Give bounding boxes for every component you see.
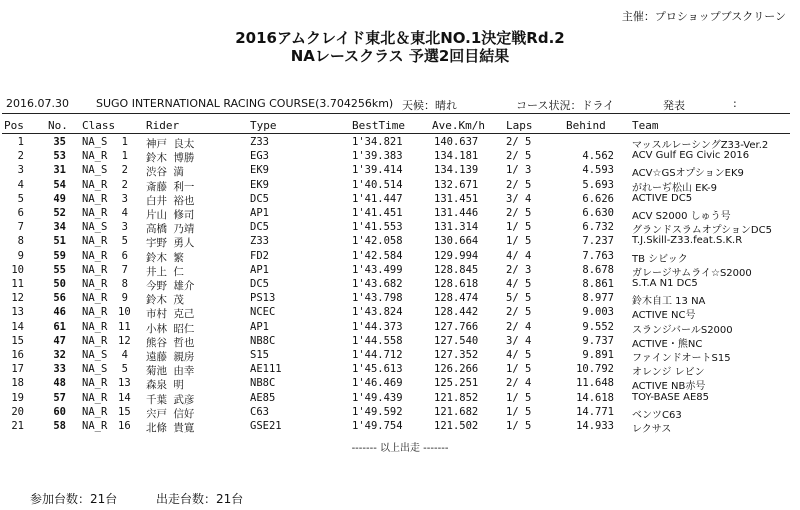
best-time-cell: 1'42.584 <box>352 249 403 262</box>
pos-cell: 19 <box>11 391 24 404</box>
table-row <box>0 306 800 322</box>
pos-cell: 4 <box>17 178 24 191</box>
team-cell: マッスルレーシングZ33-Ver.2 <box>632 140 769 151</box>
table-row <box>0 221 800 237</box>
rider-cell: 千葉 武彦 <box>146 393 195 406</box>
avg-speed-cell: 128.474 <box>434 292 479 305</box>
best-time-cell: 1'43.798 <box>352 292 403 305</box>
type-cell: NB8C <box>250 334 276 347</box>
pos-cell: 21 <box>11 420 24 432</box>
team-cell: ACTIVE NC号 <box>632 310 696 322</box>
best-time-cell: 1'49.439 <box>352 391 403 404</box>
type-cell: S15 <box>250 349 269 361</box>
laps-cell: 1/ 5 <box>506 235 532 248</box>
table-row <box>0 363 800 379</box>
avg-speed-cell: 130.664 <box>434 235 479 248</box>
team-cell: ACV☆GSオプションEK9 <box>632 168 744 180</box>
type-cell: DC5 <box>250 192 269 205</box>
class-cell: NA_S <box>82 363 108 376</box>
avg-speed-cell: 134.139 <box>434 164 479 177</box>
class-cell: NA_S <box>82 164 108 177</box>
class-cell: NA_R <box>82 334 108 347</box>
best-time-cell: 1'41.451 <box>352 207 403 219</box>
behind-cell: 7.763 <box>582 249 614 262</box>
car-number-cell: 47 <box>53 334 66 347</box>
type-cell: AE111 <box>250 363 282 376</box>
rider-cell: 今野 雄介 <box>146 280 195 292</box>
announce-colon: : <box>733 97 737 110</box>
laps-cell: 2/ 5 <box>506 306 532 319</box>
team-cell: ACTIVE NB赤号 <box>632 381 706 393</box>
table-row <box>0 321 800 334</box>
team-cell: ACV Gulf EG Civic 2016 <box>632 150 750 162</box>
class-position-cell: 1 <box>121 136 128 148</box>
best-time-cell: 1'34.821 <box>352 136 403 148</box>
pos-cell: 14 <box>11 320 24 333</box>
car-number-cell: 57 <box>53 391 66 404</box>
end-note: ------- 以上出走 ------- <box>351 443 449 454</box>
type-cell: PS13 <box>250 292 276 305</box>
col-header-laps: Laps <box>506 119 533 132</box>
behind-cell: 9.003 <box>582 306 614 319</box>
best-time-cell: 1'41.447 <box>352 192 403 205</box>
avg-speed-cell: 128.442 <box>434 306 479 319</box>
weather-label: 天候：晴れ <box>402 99 457 112</box>
behind-cell: 6.630 <box>582 207 614 219</box>
rider-cell: 白井 裕也 <box>146 194 195 207</box>
class-position-cell: 2 <box>121 164 128 177</box>
team-cell: ベンツC63 <box>632 409 682 421</box>
team-cell: S.T.A N1 DC5 <box>632 278 698 289</box>
class-position-cell: 11 <box>118 320 131 333</box>
team-cell: がれーぢ松山 EK-9 <box>632 182 717 194</box>
type-cell: C63 <box>250 405 269 418</box>
behind-cell: 10.792 <box>576 363 614 376</box>
avg-speed-cell: 131.451 <box>434 192 479 205</box>
pos-cell: 17 <box>11 363 24 376</box>
class-cell: NA_R <box>82 207 108 219</box>
class-position-cell: 4 <box>121 349 128 361</box>
page-subtitle: NAレースクラス 予選2回目結果 <box>290 47 510 65</box>
laps-cell: 3/ 4 <box>506 334 532 347</box>
rider-cell: 神戸 良太 <box>146 138 195 150</box>
best-time-cell: 1'40.514 <box>352 178 403 191</box>
rider-cell: 斎藤 利一 <box>146 180 195 193</box>
team-cell: TOY-BASE AE85 <box>632 391 710 403</box>
entries-count: 参加台数：21台 <box>30 492 118 506</box>
starters-count: 出走台数：21台 <box>156 492 244 506</box>
rider-cell: 小林 昭仁 <box>146 322 195 335</box>
laps-cell: 1/ 3 <box>506 164 532 177</box>
behind-cell: 14.933 <box>576 420 614 432</box>
type-cell: FD2 <box>250 249 269 262</box>
laps-cell: 2/ 5 <box>506 207 532 219</box>
class-position-cell: 2 <box>121 178 128 191</box>
rider-cell: 高橋 乃靖 <box>146 223 195 236</box>
best-time-cell: 1'42.058 <box>352 235 403 248</box>
car-number-cell: 51 <box>53 235 66 248</box>
avg-speed-cell: 127.766 <box>434 320 479 333</box>
col-header-behind: Behind <box>566 119 606 132</box>
pos-cell: 20 <box>11 405 24 418</box>
class-position-cell: 7 <box>121 263 128 276</box>
best-time-cell: 1'43.499 <box>352 263 403 276</box>
avg-speed-cell: 131.446 <box>434 207 479 219</box>
class-cell: NA_R <box>82 320 108 333</box>
class-position-cell: 16 <box>118 420 131 432</box>
laps-cell: 1/ 5 <box>506 221 532 234</box>
car-number-cell: 49 <box>53 192 66 205</box>
class-cell: NA_R <box>82 249 108 262</box>
table-row <box>0 349 800 362</box>
car-number-cell: 52 <box>53 207 66 219</box>
car-number-cell: 58 <box>53 420 66 432</box>
pos-cell: 2 <box>17 150 24 163</box>
col-header-kmh: Ave.Km/h <box>432 119 485 132</box>
rider-cell: 鈴木 茂 <box>146 294 184 307</box>
class-cell: NA_R <box>82 192 108 205</box>
rider-cell: 北條 貴寛 <box>146 422 195 434</box>
car-number-cell: 61 <box>53 320 66 333</box>
table-row <box>0 292 800 308</box>
pos-cell: 1 <box>17 136 24 148</box>
car-number-cell: 53 <box>53 150 66 163</box>
best-time-cell: 1'49.754 <box>352 420 403 432</box>
type-cell: AP1 <box>250 320 269 333</box>
avg-speed-cell: 127.540 <box>434 334 479 347</box>
col-header-class: Class <box>82 119 116 132</box>
class-cell: NA_R <box>82 263 108 276</box>
divider-top <box>2 113 790 114</box>
type-cell: NB8C <box>250 377 276 390</box>
best-time-cell: 1'44.373 <box>352 320 403 333</box>
rider-cell: 鈴木 繁 <box>146 251 184 264</box>
rider-cell: 渋谷 満 <box>146 166 184 179</box>
class-cell: NA_R <box>82 405 108 418</box>
table-row <box>0 136 800 149</box>
col-header-rider: Rider <box>146 119 180 132</box>
team-cell: ACTIVE・熊NC <box>632 338 703 350</box>
avg-speed-cell: 121.502 <box>434 420 479 432</box>
pos-cell: 3 <box>17 164 24 177</box>
date-label: 2016.07.30 <box>6 97 69 110</box>
team-cell: ACTIVE DC5 <box>632 192 693 204</box>
best-time-cell: 1'45.613 <box>352 363 403 376</box>
type-cell: Z33 <box>250 136 269 148</box>
class-position-cell: 8 <box>121 278 128 290</box>
table-row <box>0 335 800 348</box>
table-row <box>0 392 800 405</box>
table-row <box>0 164 800 180</box>
team-cell: 鈴木自工 13 NA <box>632 296 706 308</box>
pos-cell: 8 <box>17 235 24 248</box>
car-number-cell: 60 <box>53 405 66 418</box>
class-position-cell: 13 <box>118 377 131 390</box>
car-number-cell: 31 <box>53 164 66 177</box>
pos-cell: 12 <box>11 292 24 305</box>
avg-speed-cell: 128.618 <box>434 278 479 290</box>
course-label: SUGO INTERNATIONAL RACING COURSE(3.704256km) <box>96 97 394 110</box>
table-row <box>0 377 800 393</box>
table-row <box>0 193 800 206</box>
pos-cell: 11 <box>11 278 24 290</box>
class-position-cell: 1 <box>121 150 128 163</box>
class-position-cell: 10 <box>118 306 131 319</box>
team-cell: レクサス <box>632 424 672 435</box>
type-cell: AE85 <box>250 391 276 404</box>
team-cell: ファインドオートS15 <box>632 353 731 364</box>
rider-cell: 熊谷 哲也 <box>146 336 195 349</box>
class-position-cell: 12 <box>118 334 131 347</box>
class-cell: NA_R <box>82 292 108 305</box>
laps-cell: 2/ 5 <box>506 136 532 148</box>
class-cell: NA_S <box>82 349 108 361</box>
best-time-cell: 1'44.712 <box>352 349 403 361</box>
laps-cell: 1/ 5 <box>506 391 532 404</box>
table-row <box>0 250 800 263</box>
sponsor-label: 主催：プロショップブスクリーン <box>621 10 786 23</box>
type-cell: GSE21 <box>250 420 282 432</box>
type-cell: DC5 <box>250 278 269 290</box>
pos-cell: 7 <box>17 221 24 234</box>
car-number-cell: 54 <box>53 178 66 191</box>
pos-cell: 9 <box>17 249 24 262</box>
laps-cell: 5/ 5 <box>506 292 532 305</box>
pos-cell: 13 <box>11 306 24 319</box>
behind-cell: 4.593 <box>582 164 614 177</box>
rider-cell: 片山 修司 <box>146 209 195 221</box>
car-number-cell: 55 <box>53 263 66 276</box>
team-cell: ACV S2000 しゅう号 <box>632 211 731 222</box>
avg-speed-cell: 127.352 <box>434 349 479 361</box>
class-position-cell: 3 <box>121 221 128 234</box>
class-position-cell: 5 <box>121 363 128 376</box>
laps-cell: 4/ 4 <box>506 249 532 262</box>
pos-cell: 18 <box>11 377 24 390</box>
rider-cell: 市村 克己 <box>146 308 195 321</box>
pos-cell: 15 <box>11 334 24 347</box>
table-row <box>0 150 800 163</box>
laps-cell: 2/ 3 <box>506 263 532 276</box>
condition-label: コース状況：ドライ <box>516 99 615 112</box>
laps-cell: 3/ 4 <box>506 192 532 205</box>
car-number-cell: 48 <box>53 377 66 390</box>
behind-cell: 9.737 <box>582 334 614 347</box>
avg-speed-cell: 132.671 <box>434 178 479 191</box>
rider-cell: 森泉 明 <box>146 379 184 392</box>
behind-cell: 7.237 <box>582 235 614 248</box>
behind-cell: 6.732 <box>582 221 614 234</box>
class-position-cell: 15 <box>118 405 131 418</box>
page-title: 2016アムクレイド東北＆東北NO.1決定戦Rd.2 <box>235 29 565 47</box>
avg-speed-cell: 125.251 <box>434 377 479 390</box>
class-cell: NA_S <box>82 136 108 148</box>
car-number-cell: 56 <box>53 292 66 305</box>
behind-cell: 6.626 <box>582 192 614 205</box>
car-number-cell: 59 <box>53 249 66 262</box>
avg-speed-cell: 126.266 <box>434 363 479 376</box>
laps-cell: 2/ 5 <box>506 150 532 163</box>
table-row <box>0 420 800 433</box>
class-position-cell: 14 <box>118 391 131 404</box>
laps-cell: 1/ 5 <box>506 420 532 432</box>
rider-cell: 鈴木 博勝 <box>146 152 195 165</box>
divider-header <box>2 133 790 134</box>
behind-cell: 4.562 <box>582 150 614 163</box>
type-cell: NCEC <box>250 306 276 319</box>
type-cell: EK9 <box>250 164 269 177</box>
team-cell: グランドスラムオプションDC5 <box>632 225 772 237</box>
team-cell: T.J.Skill-Z33.feat.S.K.R <box>632 235 743 247</box>
avg-speed-cell: 140.637 <box>434 136 479 148</box>
best-time-cell: 1'43.824 <box>352 306 403 319</box>
car-number-cell: 46 <box>53 306 66 319</box>
pos-cell: 6 <box>17 207 24 219</box>
laps-cell: 2/ 4 <box>506 377 532 390</box>
type-cell: EG3 <box>250 150 269 163</box>
laps-cell: 1/ 5 <box>506 405 532 418</box>
rider-cell: 遠藤 親房 <box>146 351 195 363</box>
rider-cell: 宇野 勇人 <box>146 237 195 250</box>
behind-cell: 11.648 <box>576 377 614 390</box>
best-time-cell: 1'41.553 <box>352 221 403 234</box>
behind-cell: 8.977 <box>582 292 614 305</box>
rider-cell: 宍戸 信好 <box>146 407 195 420</box>
table-row <box>0 278 800 291</box>
best-time-cell: 1'44.558 <box>352 334 403 347</box>
table-row <box>0 406 800 419</box>
avg-speed-cell: 134.181 <box>434 150 479 163</box>
class-cell: NA_R <box>82 150 108 163</box>
laps-cell: 2/ 5 <box>506 178 532 191</box>
class-cell: NA_R <box>82 306 108 319</box>
laps-cell: 1/ 5 <box>506 363 532 376</box>
class-position-cell: 3 <box>121 192 128 205</box>
rider-cell: 菊池 由幸 <box>146 365 195 378</box>
car-number-cell: 35 <box>53 136 66 148</box>
avg-speed-cell: 128.845 <box>434 263 479 276</box>
behind-cell: 14.771 <box>576 405 614 418</box>
col-header-team: Team <box>632 119 659 132</box>
team-cell: スランジバールS2000 <box>632 324 733 336</box>
class-cell: NA_R <box>82 178 108 191</box>
rider-cell: 井上 仁 <box>146 265 184 278</box>
type-cell: EK9 <box>250 178 269 191</box>
col-header-besttime: BestTime <box>352 119 405 132</box>
col-header-type: Type <box>250 119 277 132</box>
table-row <box>0 179 800 192</box>
announce-label: 発表 <box>663 99 685 112</box>
col-header-no: No. <box>48 119 68 132</box>
best-time-cell: 1'39.383 <box>352 150 403 163</box>
laps-cell: 2/ 4 <box>506 320 532 333</box>
class-position-cell: 6 <box>121 249 128 262</box>
laps-cell: 4/ 5 <box>506 349 532 361</box>
best-time-cell: 1'49.592 <box>352 405 403 418</box>
avg-speed-cell: 121.682 <box>434 405 479 418</box>
avg-speed-cell: 121.852 <box>434 391 479 404</box>
class-cell: NA_R <box>82 391 108 404</box>
behind-cell: 8.678 <box>582 263 614 276</box>
car-number-cell: 50 <box>53 278 66 290</box>
type-cell: AP1 <box>250 207 269 219</box>
car-number-cell: 32 <box>53 349 66 361</box>
best-time-cell: 1'39.414 <box>352 164 403 177</box>
team-cell: オレンジ レビン <box>632 367 705 379</box>
pos-cell: 16 <box>11 349 24 361</box>
car-number-cell: 34 <box>53 221 66 234</box>
behind-cell: 8.861 <box>582 278 614 290</box>
behind-cell: 14.618 <box>576 391 614 404</box>
class-position-cell: 4 <box>121 207 128 219</box>
class-cell: NA_R <box>82 235 108 248</box>
best-time-cell: 1'43.682 <box>352 278 403 290</box>
behind-cell: 5.693 <box>582 178 614 191</box>
class-cell: NA_R <box>82 278 108 290</box>
type-cell: DC5 <box>250 221 269 234</box>
table-row <box>0 207 800 220</box>
type-cell: Z33 <box>250 235 269 248</box>
avg-speed-cell: 129.994 <box>434 249 479 262</box>
pos-cell: 5 <box>17 192 24 205</box>
car-number-cell: 33 <box>53 363 66 376</box>
pos-cell: 10 <box>11 263 24 276</box>
avg-speed-cell: 131.314 <box>434 221 479 234</box>
best-time-cell: 1'46.469 <box>352 377 403 390</box>
table-row <box>0 264 800 277</box>
class-cell: NA_R <box>82 420 108 432</box>
class-cell: NA_S <box>82 221 108 234</box>
behind-cell: 9.552 <box>582 320 614 333</box>
team-cell: ガレージサムライ☆S2000 <box>632 267 752 279</box>
table-row <box>0 235 800 248</box>
class-cell: NA_R <box>82 377 108 390</box>
laps-cell: 4/ 5 <box>506 278 532 290</box>
team-cell: TB シビック <box>632 253 688 265</box>
behind-cell: 9.891 <box>582 349 614 361</box>
col-header-pos: Pos <box>4 119 24 132</box>
class-position-cell: 9 <box>121 292 128 305</box>
type-cell: AP1 <box>250 263 269 276</box>
class-position-cell: 5 <box>121 235 128 248</box>
